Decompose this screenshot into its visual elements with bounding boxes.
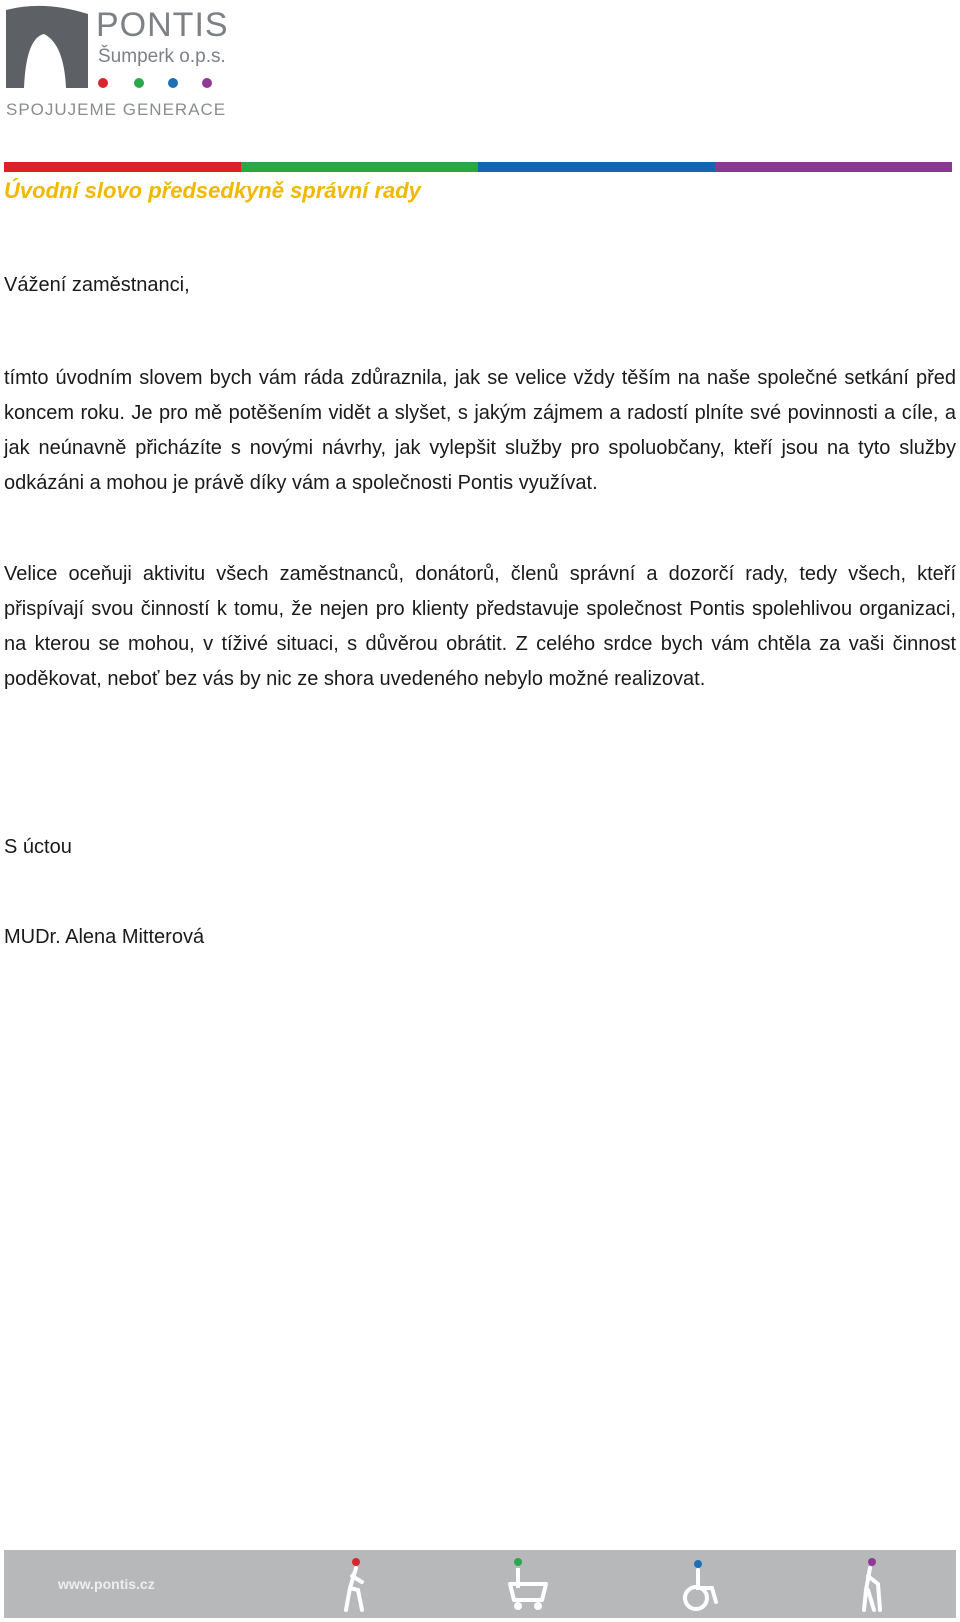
person-icon (328, 1554, 384, 1614)
stripe-green (241, 162, 478, 172)
logo-dot-blue (168, 78, 178, 88)
document-heading: Úvodní slovo předsedkyně správní rady (4, 178, 421, 203)
logo-dots (98, 78, 218, 90)
arch-logo-icon (4, 4, 94, 90)
paragraph-2: Velice oceňuji aktivitu všech zaměstnanců, donátorů, členů správní a dozorčí rady, tedy všech, kteří přispívají svou činností k tomu, že nejen pro klienty představuje společnost Pontis spolehlivou organizaci, na kterou se mohou, v tíživé situaci, s důvěrou obrátit. Z celého srdce bych vám chtěla za vaši činnost poděkovat, neboť bez vás by nic ze shora uvedeného nebylo možné realizovat. (4, 563, 956, 690)
child-stroller-icon (500, 1554, 556, 1614)
logo-dot-red (98, 78, 108, 88)
stripe-purple (715, 162, 952, 172)
closing: S úctou (4, 836, 72, 858)
stripe-blue (478, 162, 715, 172)
wheelchair-icon (672, 1554, 728, 1614)
paragraph-1: tímto úvodním slovem bych vám ráda zdůraznila, jak se velice vždy těším na naše společné setkání před koncem roku. Je pro mě potěšením vidět a slyšet, s jakým zájmem a radostí plníte své povinnosti a cíle, a jak neúnavně přicházíte s novými návrhy, jak vylepšit služby pro spoluobčany, kteří jsou na tyto služby odkázáni a mohou je právě díky vám a společnosti Pontis využívat. (4, 367, 956, 494)
logo-tagline: SPOJUJEME GENERACE (6, 100, 227, 119)
logo-name: PONTIS (96, 6, 229, 44)
stripe-red (4, 162, 241, 172)
color-stripe (4, 162, 952, 172)
signature: MUDr. Alena Mitterová (4, 926, 205, 948)
pontis-logo (4, 4, 234, 124)
footer-url: www.pontis.cz (58, 1576, 155, 1592)
logo-dot-green (134, 78, 144, 88)
logo-subtitle: Šumperk o.p.s. (98, 46, 226, 67)
logo-dot-purple (202, 78, 212, 88)
footer-bar (4, 1550, 956, 1618)
elderly-person-icon (842, 1554, 898, 1614)
greeting: Vážení zaměstnanci, (4, 274, 190, 296)
